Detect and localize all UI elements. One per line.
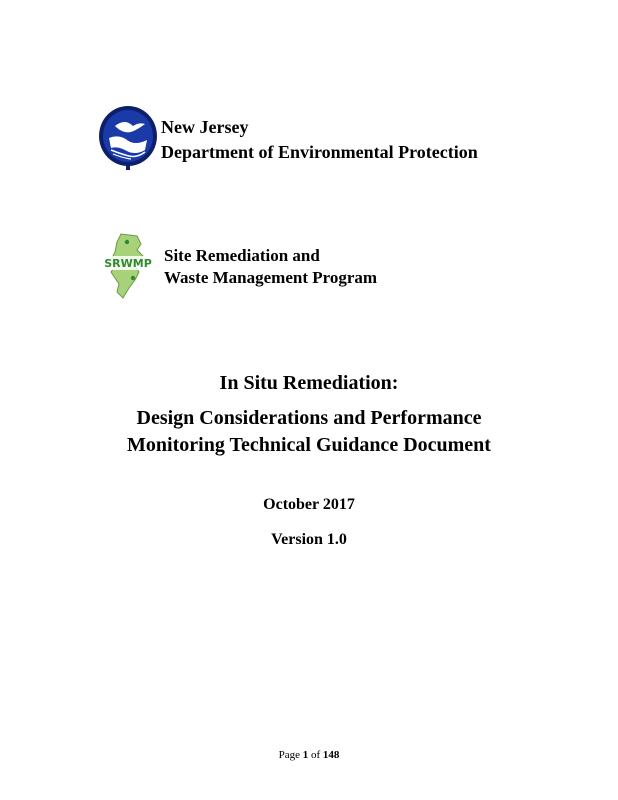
title-line-2: Design Considerations and Performance bbox=[136, 407, 482, 429]
page-number: 1 bbox=[302, 749, 309, 761]
document-title bbox=[0, 370, 618, 459]
agency-state: New Jersey bbox=[161, 117, 249, 137]
document-version: Version 1.0 bbox=[271, 531, 347, 548]
agency-department: Department of Environmental Protection bbox=[161, 142, 478, 162]
page-footer bbox=[0, 749, 618, 761]
srwmp-logo-icon bbox=[97, 232, 159, 300]
program-line-1: Site Remediation and bbox=[164, 246, 320, 265]
agency-name bbox=[161, 115, 478, 165]
agency-header bbox=[97, 104, 577, 174]
program-header bbox=[97, 232, 517, 302]
program-line-2: Waste Management Program bbox=[164, 268, 378, 287]
program-name bbox=[164, 245, 377, 289]
njdep-seal-icon bbox=[97, 104, 159, 170]
date-version-block bbox=[0, 495, 618, 550]
of-word: of bbox=[310, 749, 321, 761]
total-pages: 148 bbox=[322, 749, 340, 761]
title-line-1: In Situ Remediation: bbox=[219, 372, 399, 394]
page-word: Page bbox=[278, 749, 300, 761]
document-date: October 2017 bbox=[263, 496, 355, 513]
srwmp-badge: SRWMP bbox=[104, 257, 152, 270]
title-line-3: Monitoring Technical Guidance Document bbox=[127, 434, 491, 456]
